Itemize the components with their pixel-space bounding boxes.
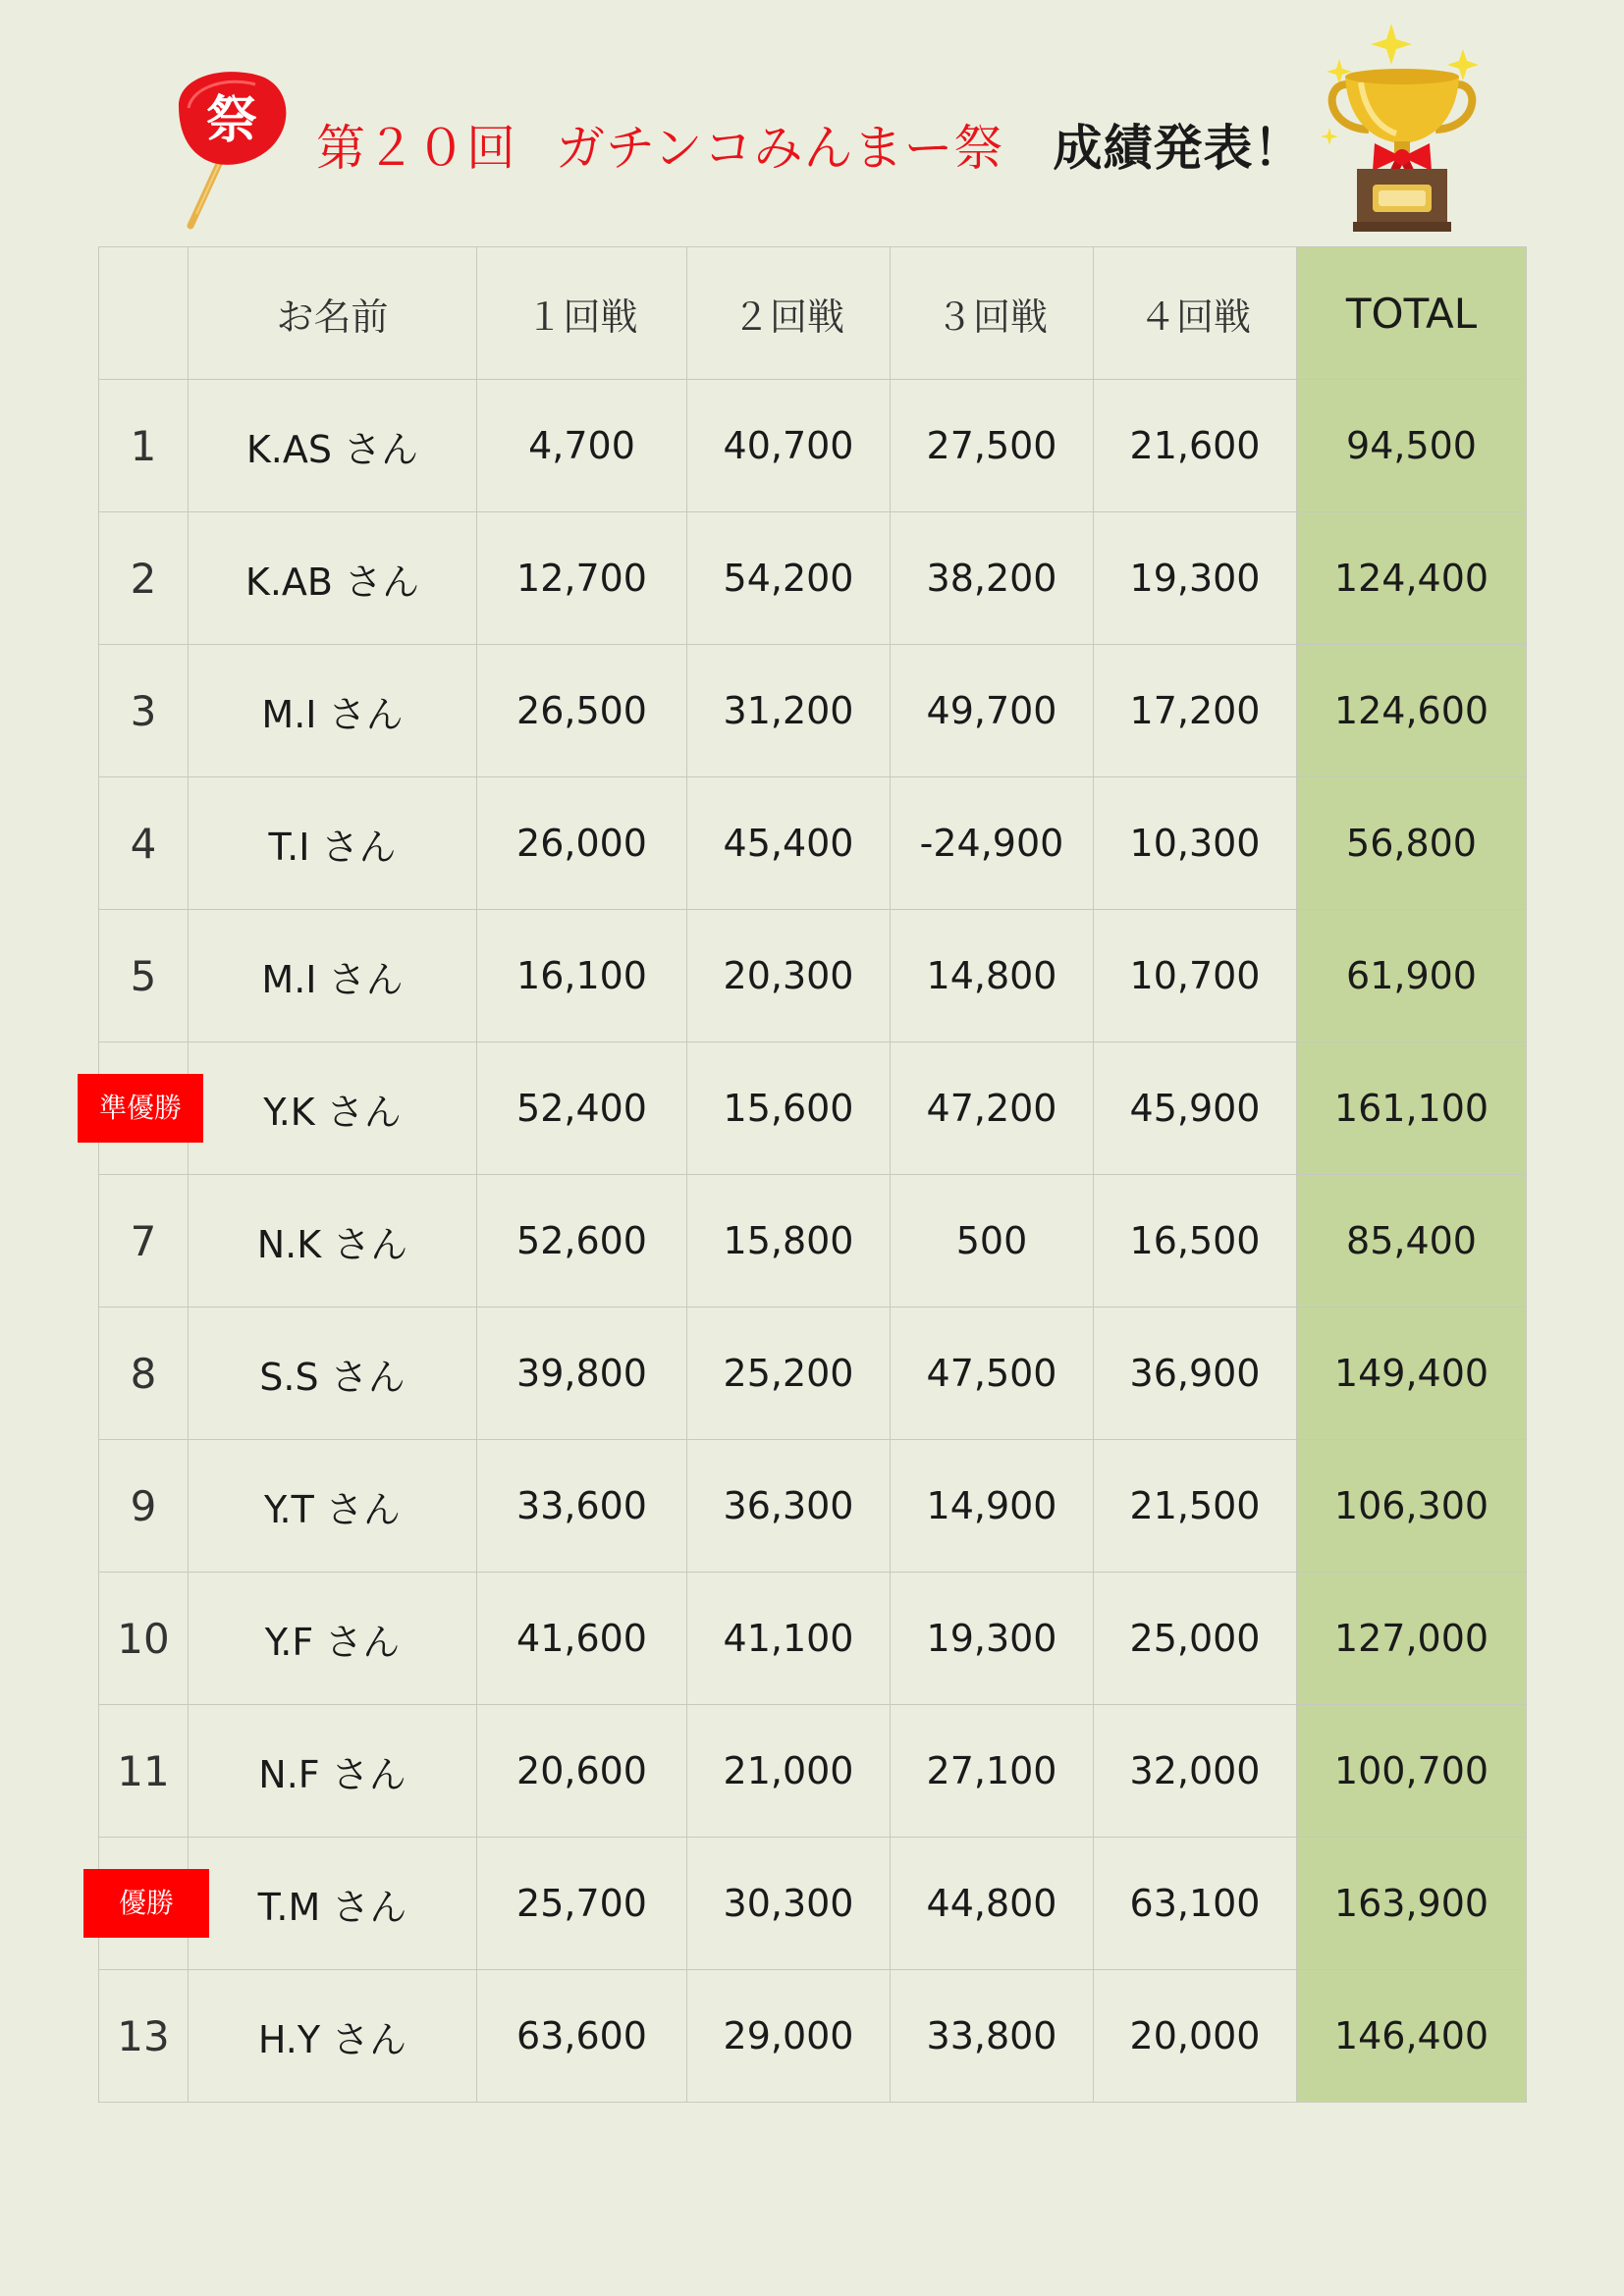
round-4-cell: 63,100 [1094,1838,1297,1970]
trophy-icon [1318,20,1494,236]
round-4-cell: 32,000 [1094,1705,1297,1838]
round-3-cell: 33,800 [891,1970,1094,2103]
name-cell: S.S さん [189,1308,477,1440]
uchiwa-fan-icon [169,67,297,234]
round-1-cell: 26,500 [477,645,687,777]
name-cell: Y.K さん [189,1042,477,1175]
table-row [99,1970,1527,2103]
rank-cell: 11 [99,1705,189,1838]
total-cell: 106,300 [1297,1440,1527,1573]
round-3-cell: -24,900 [891,777,1094,910]
total-cell: 85,400 [1297,1175,1527,1308]
name-cell: M.I さん [189,910,477,1042]
round-2-cell: 41,100 [687,1573,891,1705]
title-event-name: ガチンコみんまー祭 [556,120,1004,177]
round-4-cell: 45,900 [1094,1042,1297,1175]
round-1-cell: 41,600 [477,1573,687,1705]
uchiwa-char: 祭 [205,91,258,150]
rank-cell: 1 [99,380,189,512]
header-total: TOTAL [1297,247,1527,380]
round-2-cell: 29,000 [687,1970,891,2103]
total-cell: 149,400 [1297,1308,1527,1440]
rank-cell: 4 [99,777,189,910]
round-3-cell: 500 [891,1175,1094,1308]
header-round-4: ４回戦 [1094,247,1297,380]
name-cell: M.I さん [189,645,477,777]
table-row [99,1175,1527,1308]
table-row [99,645,1527,777]
table-row [99,910,1527,1042]
header-rank [99,247,189,380]
round-2-cell: 54,200 [687,512,891,645]
round-2-cell: 45,400 [687,777,891,910]
round-1-cell: 63,600 [477,1970,687,2103]
round-2-cell: 31,200 [687,645,891,777]
header-round-3: ３回戦 [891,247,1094,380]
results-table [98,246,1527,2103]
round-4-cell: 16,500 [1094,1175,1297,1308]
rank-cell: 3 [99,645,189,777]
table-row [99,512,1527,645]
round-4-cell: 19,300 [1094,512,1297,645]
total-cell: 61,900 [1297,910,1527,1042]
rank-cell: 2 [99,512,189,645]
total-cell: 163,900 [1297,1838,1527,1970]
round-3-cell: 14,900 [891,1440,1094,1573]
header-name: お名前 [189,247,477,380]
table-row [99,380,1527,512]
round-3-cell: 27,100 [891,1705,1094,1838]
total-cell: 146,400 [1297,1970,1527,2103]
rank-cell [99,1838,189,1970]
table-row [99,1705,1527,1838]
name-cell: T.M さん [189,1838,477,1970]
round-3-cell: 44,800 [891,1838,1094,1970]
total-cell: 124,600 [1297,645,1527,777]
round-1-cell: 12,700 [477,512,687,645]
rank-cell: 10 [99,1573,189,1705]
total-cell: 56,800 [1297,777,1527,910]
round-1-cell: 33,600 [477,1440,687,1573]
round-2-cell: 15,800 [687,1175,891,1308]
round-3-cell: 49,700 [891,645,1094,777]
round-2-cell: 21,000 [687,1705,891,1838]
round-3-cell: 14,800 [891,910,1094,1042]
round-1-cell: 52,600 [477,1175,687,1308]
table-row [99,777,1527,910]
runner-up-badge: 準優勝 [78,1074,203,1143]
total-cell: 94,500 [1297,380,1527,512]
round-1-cell: 4,700 [477,380,687,512]
total-cell: 161,100 [1297,1042,1527,1175]
round-4-cell: 21,500 [1094,1440,1297,1573]
round-1-cell: 26,000 [477,777,687,910]
round-4-cell: 10,300 [1094,777,1297,910]
rank-cell: 9 [99,1440,189,1573]
round-3-cell: 38,200 [891,512,1094,645]
rank-cell: 13 [99,1970,189,2103]
table-row [99,1440,1527,1573]
winner-badge: 優勝 [83,1869,209,1938]
total-cell: 100,700 [1297,1705,1527,1838]
total-cell: 124,400 [1297,512,1527,645]
round-2-cell: 36,300 [687,1440,891,1573]
round-1-cell: 16,100 [477,910,687,1042]
name-cell: K.AB さん [189,512,477,645]
rank-cell [99,1042,189,1175]
rank-cell: 5 [99,910,189,1042]
title-announcement: 成績発表！ [1053,120,1304,177]
round-4-cell: 25,000 [1094,1573,1297,1705]
name-cell: Y.T さん [189,1440,477,1573]
round-3-cell: 19,300 [891,1573,1094,1705]
name-cell: T.I さん [189,777,477,910]
table-row [99,1838,1527,1970]
round-1-cell: 25,700 [477,1838,687,1970]
round-2-cell: 40,700 [687,380,891,512]
round-1-cell: 20,600 [477,1705,687,1838]
round-2-cell: 25,200 [687,1308,891,1440]
header-round-2: ２回戦 [687,247,891,380]
round-2-cell: 30,300 [687,1838,891,1970]
name-cell: N.F さん [189,1705,477,1838]
round-2-cell: 20,300 [687,910,891,1042]
name-cell: N.K さん [189,1175,477,1308]
round-4-cell: 36,900 [1094,1308,1297,1440]
rank-cell: 8 [99,1308,189,1440]
header-round-1: １回戦 [477,247,687,380]
name-cell: H.Y さん [189,1970,477,2103]
round-3-cell: 27,500 [891,380,1094,512]
table-header-row [99,247,1527,380]
round-4-cell: 20,000 [1094,1970,1297,2103]
rank-cell: 7 [99,1175,189,1308]
total-cell: 127,000 [1297,1573,1527,1705]
table-row [99,1573,1527,1705]
round-4-cell: 10,700 [1094,910,1297,1042]
name-cell: K.AS さん [189,380,477,512]
table-row [99,1308,1527,1440]
title-edition: 第２０回 [316,120,516,177]
round-3-cell: 47,200 [891,1042,1094,1175]
name-cell: Y.F さん [189,1573,477,1705]
page-header [0,0,1624,245]
round-3-cell: 47,500 [891,1308,1094,1440]
page-title [316,114,1304,183]
round-4-cell: 21,600 [1094,380,1297,512]
round-1-cell: 39,800 [477,1308,687,1440]
table-row [99,1042,1527,1175]
round-4-cell: 17,200 [1094,645,1297,777]
round-2-cell: 15,600 [687,1042,891,1175]
round-1-cell: 52,400 [477,1042,687,1175]
